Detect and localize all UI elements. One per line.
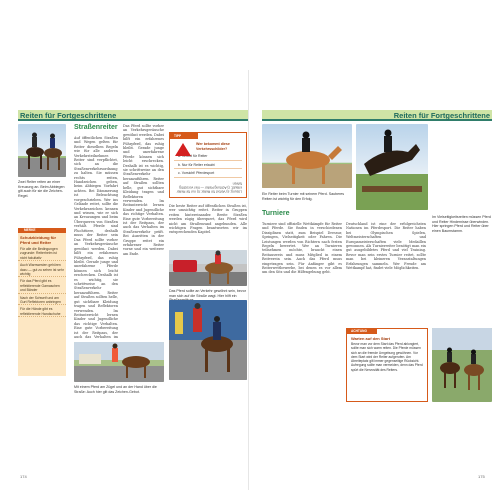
sidebox-item: Für die Hände gibt es reflektierende Handschuhe [18,305,66,317]
quiz-option-b: b. Nur für Reiter erlaubt [174,162,242,170]
sidebox-item: Für das Pferd gibt es reflektierende Gamaschen und Bänder [18,277,66,293]
photo-children-horses [169,300,247,380]
photo-jumping-caption: Im Vielseitigkeitsreiten müssen Pferd und Reiter Hindernisse überwinden. Hier springen Pferd und Reiter über einen Baumstamm. [432,215,491,233]
left-text-col-2b: Das Pferd sollte vorher an Verkehrsgeräusche gewöhnt werden. Dabei hilft ein erfahrenes Führpferd, das ruhig bleibt. Gerade junge und unerfahrene Pferde können sich leicht erschrecken. Deshalb ist es wichtig, sie schrittweise an den Straßenverkehr heranzuführen. Reiter auf Straßen sollten helle, gut sichtbare Kleidung tragen und Reflektoren verwenden. Im Reitunterricht lernen Kinder und Jugendliche das richtige Verhalten. Eine gute Vorbereitung ist der Reitpass, der auch das Verhalten im Straßenverkehr prüft. Bei Ausritten in der Gruppe reitet ein erfahrener Reiter vorne und ein weiterer am Ende. [123,124,164,256]
quiz-tag-label: TIPP [174,134,182,138]
warn-tag-label: ACHTUNG [351,329,367,333]
tip-quiz-box [169,132,247,198]
page-gutter [248,70,249,490]
right-page-banner [262,110,492,121]
photo-jumping-horse [356,124,428,210]
left-page-banner [18,110,248,121]
quiz-question: Wer bekommt diese Verkehrsschilder? [196,142,230,151]
photo-leading-horse [74,342,164,382]
photo-horse-traffic [169,250,247,286]
right-text-col-1: Turniere sind offizielle Wettkämpfe für Reiter und Pferde. Sie finden in verschiedenen Disziplinen statt, zum Beispiel Dressur, Springen, Vielseitigkeit oder Fahren. Die Leistungen werden von Richtern nach festen Regeln bewertet. Wer an Turnieren teilnehmen möchte, braucht einen Reitausweis und muss Mitglied in einem Reitverein sein. Auch das Pferd muss eingetragen sein. Für Anfänger gibt es Reiterwettbewerbe, bei denen es vor allem um den Sitz und die Hilfengebung geht. [262,222,342,275]
quiz-tag [170,133,198,139]
warning-box-start [346,328,428,402]
photo-riders-crossing [18,124,66,177]
warning-sign-icon [175,143,191,156]
right-text-col-2: Deutschland ist eine der erfolgreichsten Nationen im Pferdesport. Die Reiter haben bei Olympischen Spielen, Weltmeisterschaften und Europameisterschaften viele Medaillen gewonnen. Als Turnierreiter benötigt man ein gut ausgebildetes Pferd und viel Training. Bevor man sein erstes Turnier reitet, sollte man bei kleineren Veranstaltungen Erfahrungen sammeln. Wer Freude am Wettkampf hat, findet viele Möglichkeiten. [346,222,426,271]
warn-tag [347,329,377,334]
sidebox-tag [18,228,66,233]
section-title-strassenreiter: Straßenreiter [74,124,118,131]
sidebox-item: Für alle die Bedingungen zugrunde: Reiterhelm ist nicht fakultativ [18,245,66,261]
left-text-col-3: Die beste Reiter auf öffentlichen Straßen ist, wer umsichtig reitet. Reiter in Gruppen reiten hintereinander. Breite Straßen werden zügig überquert, das Pferd wird nicht am Straßenrand angebunden. Alle wichtigen Fragen beantworten wir im entsprechenden Kapitel. [169,204,247,235]
safety-gear-sidebox [18,228,66,376]
right-banner-title: Reiten für Fortgeschrittene [393,111,490,120]
sidebox-item: Nach der Schweif und am Gurt Reflektoren anbringen [18,294,66,306]
left-banner-title: Reiten für Fortgeschrittene [20,111,117,120]
quiz-option-c: c. Vorsicht! Pferdesport [174,170,242,178]
right-page-number: 175 [478,474,485,479]
photo-horse-traffic-caption: Das Pferd sollte an Verkehr gewöhnt sein, bevor man sich auf die Straße wagt. Hier hilft ein [169,289,246,298]
warn-body: Bevor man vor dem Start das Pferd ablongiert, sollte man sich warm reiten. Die Pferde müssen sich an die fremde Umgebung gewöhnen. Vor dem Start wird der Reiter aufgerufen. Am Abreiteplatz gilt immer gegenseitige Rücksicht. Aufregung sollte man vermeiden, denn das Pferd spürt die Nervosität des Reiters. [351,342,423,372]
left-text-col-1: Auf öffentlichen Straßen und Wegen gelten für Reiter dieselben Regeln wie für alle anderen Verkehrsteilnehmer. Reiter sind verpflichtet, sich an die Straßenverkehrsordnung zu halten. Sie müssen rechts reiten, Handzeichen geben, beim Abbiegen Vorfahrt achten. Bei Dämmerung ist Beleuchtung vorgeschrieben. Wer ins Gelände reitet, sollte die Verkehrszeichen kennen und wissen, wie er sich an Kreuzungen und beim Überqueren von Straßen verhält. Pferde sind Fluchttiere, deshalb muss der Reiter sein [74,136,118,236]
sidebox-title: Schutzkleidung für Pferd und Reiter [20,235,56,245]
sidebox-item: Auch Warnwesten gehören dazu — gut zu sehen ist sehr wichtig [18,261,66,277]
left-text-col-2: Das Pferd sollte vorher an Verkehrsgeräusche gewöhnt werden. Dabei hilft ein erfahrenes Führpferd, das ruhig bleibt. Gerade junge und unerfahrene Pferde können sich leicht erschrecken. Deshalb ist es wichtig, sie schrittweise an den Straßenverkehr heranzuführen. Reiter auf Straßen sollten helle, gut sichtbare Kleidung tragen und Reflektoren verwenden. Im Reitunterricht lernen Kinder und Jugendliche das richtige Verhalten. Eine gute Vorbereitung ist der Reitpass, der auch das Verhalten im [74,238,118,338]
warn-title: Warten auf den Start [351,336,390,341]
quiz-option-a: a. Verbot für Reiter [174,153,242,161]
photo-tournament-rider [262,124,352,188]
left-page-number: 174 [20,474,27,479]
photo-tournament-caption: Ein Reiter beim Turnier mit seinem Pferd. Sauberes Reiten ist wichtig für den Erfolg. [262,192,345,201]
sidebox-tag-label: MERKE [24,228,36,232]
section-title-turniere: Turniere [262,210,290,217]
photo-horses-waiting [432,328,492,402]
photo-leading-horse-caption: Mit einem Pferd am Zügel und an der Hand über die Straße: Auch hier gilt das Zeichen-Gebot. [74,385,157,394]
quiz-answer-upside-down: Lösung: a) Verbot für Reiter; b) nur für Reiter erlaubt; c) Achtung Reiter — hier vorsichtig fahren [176,180,242,194]
photo-riders-caption: Zwei Reiter reiten an einer Kreuzung an. Beim Abbiegen gilt auch für sie die Zeichen-Regel. [18,180,65,198]
